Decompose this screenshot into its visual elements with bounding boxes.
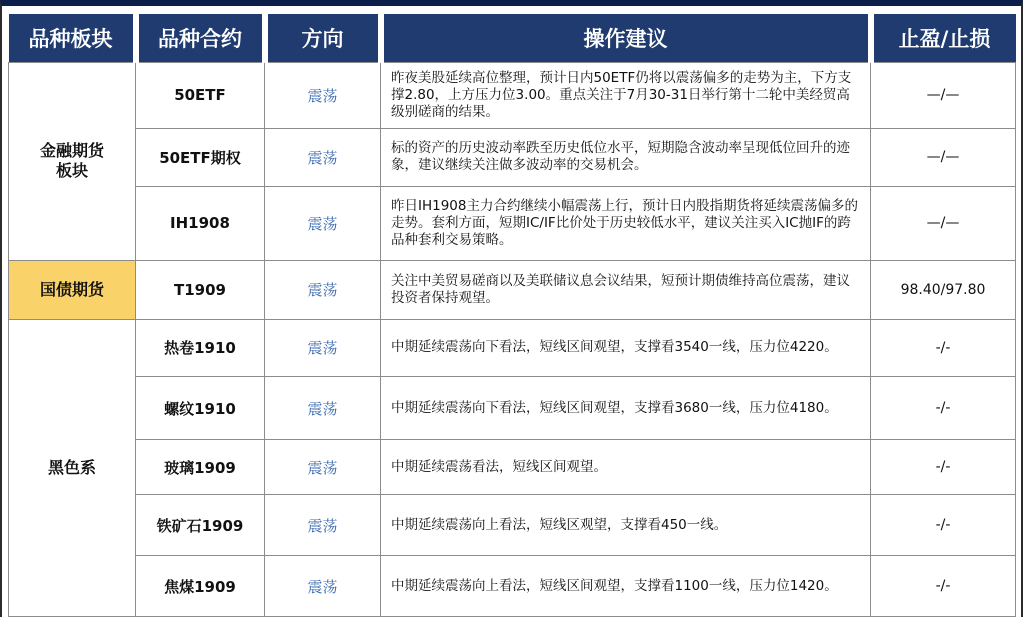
header-advice: 操作建议 (381, 14, 871, 63)
direction-cell: 震荡 (265, 556, 381, 617)
contract-cell: 热卷1910 (136, 319, 265, 377)
stop-cell: -/- (871, 377, 1016, 440)
contract-cell: 铁矿石1909 (136, 495, 265, 556)
stop-cell: -/- (871, 556, 1016, 617)
header-row (9, 14, 1016, 63)
contract-cell: 玻璃1909 (136, 439, 265, 495)
contract-cell: IH1908 (136, 186, 265, 260)
contract-cell: T1909 (136, 260, 265, 319)
direction-cell: 震荡 (265, 377, 381, 440)
contract-cell: 50ETF期权 (136, 128, 265, 186)
direction-cell: 震荡 (265, 495, 381, 556)
table-row (9, 128, 1016, 186)
advice-cell: 标的资产的历史波动率跌至历史低位水平，短期隐含波动率呈现低位回升的迹象，建议继续关注做多波动率的交易机会。 (381, 128, 871, 186)
direction-cell: 震荡 (265, 63, 381, 129)
header-stop: 止盈/止损 (871, 14, 1016, 63)
stop-cell: -/- (871, 439, 1016, 495)
table-row (9, 556, 1016, 617)
stop-cell: —/— (871, 63, 1016, 129)
stop-cell: 98.40/97.80 (871, 260, 1016, 319)
sector-label: 金融期货 板块 (39, 141, 104, 181)
table-row (9, 186, 1016, 260)
table-row (9, 319, 1016, 377)
stop-cell: —/— (871, 186, 1016, 260)
advice-cell: 中期延续震荡看法，短线区间观望。 (381, 439, 871, 495)
contract-cell: 焦煤1909 (136, 556, 265, 617)
advice-cell: 中期延续震荡向下看法，短线区间观望，支撑看3680一线，压力位4180。 (381, 377, 871, 440)
strategy-table (8, 14, 1016, 617)
stop-cell: -/- (871, 495, 1016, 556)
sector-black: 黑色系 (9, 319, 136, 616)
direction-cell: 震荡 (265, 128, 381, 186)
contract-cell: 螺纹1910 (136, 377, 265, 440)
sector-bond: 国债期货 (9, 260, 136, 319)
advice-cell: 关注中美贸易磋商以及美联储议息会议结果，短预计期债维持高位震荡，建议投资者保持观望。 (381, 260, 871, 319)
table-row (9, 495, 1016, 556)
contract-cell: 50ETF (136, 63, 265, 129)
header-sector: 品种板块 (9, 14, 136, 63)
header-direction: 方向 (265, 14, 381, 63)
stop-cell: -/- (871, 319, 1016, 377)
direction-cell: 震荡 (265, 439, 381, 495)
direction-cell: 震荡 (265, 319, 381, 377)
advice-cell: 昨日IH1908主力合约继续小幅震荡上行，预计日内股指期货将延续震荡偏多的走势。套利方面，短期IC/IF比价处于历史较低水平，建议关注买入IC抛IF的跨品种套利交易策略。 (381, 186, 871, 260)
advice-cell: 昨夜美股延续高位整理，预计日内50ETF仍将以震荡偏多的走势为主，下方支撑2.80，上方压力位3.00。重点关注于7月30-31日举行第十二轮中美经贸高级别磋商的结果。 (381, 63, 871, 129)
table-row (9, 377, 1016, 440)
stop-cell: —/— (871, 128, 1016, 186)
table-row (9, 260, 1016, 319)
table-row (9, 439, 1016, 495)
advice-cell: 中期延续震荡向上看法，短线区间观望，支撑看1100一线，压力位1420。 (381, 556, 871, 617)
header-contract: 品种合约 (136, 14, 265, 63)
sector-financial (9, 63, 136, 261)
direction-cell: 震荡 (265, 186, 381, 260)
table-row (9, 63, 1016, 129)
direction-cell: 震荡 (265, 260, 381, 319)
advice-cell: 中期延续震荡向上看法，短线区观望，支撑看450一线。 (381, 495, 871, 556)
advice-cell: 中期延续震荡向下看法，短线区间观望，支撑看3540一线，压力位4220。 (381, 319, 871, 377)
